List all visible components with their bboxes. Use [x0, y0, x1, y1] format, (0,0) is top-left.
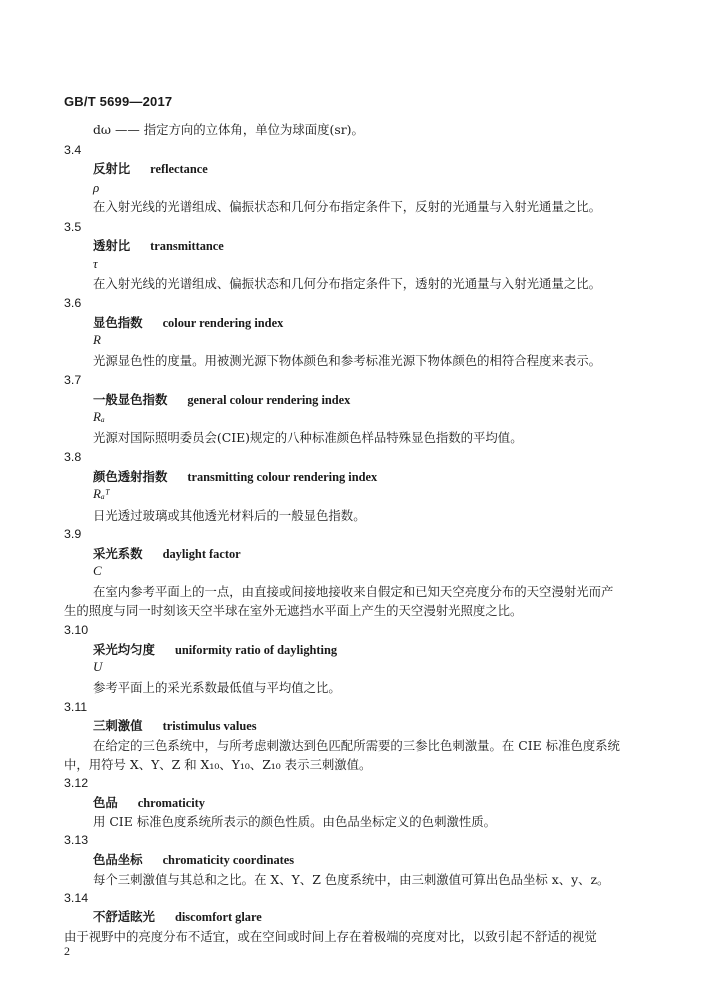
section-number: 3.14 — [64, 891, 89, 905]
term-heading — [93, 544, 241, 562]
definition-line: 每个三刺激值与其总和之比。在 X、Y、Z 色度系统中，由三刺激值可算出色品坐标 x、y、z。 — [93, 872, 610, 887]
term-en: chromaticity coordinates — [162, 853, 295, 867]
term-zh: 采光系数 — [93, 546, 143, 561]
term-en: tristimulus values — [162, 719, 257, 733]
term-heading — [93, 716, 257, 734]
page-number: 2 — [64, 944, 70, 958]
definition-line: 由于视野中的亮度分布不适宜，或在空间或时间上存在着极端的亮度对比，以致引起不舒适的视觉 — [64, 929, 597, 944]
section-number: 3.12 — [64, 776, 89, 790]
term-heading — [93, 467, 377, 485]
term-zh: 透射比 — [93, 238, 131, 253]
section-number: 3.13 — [64, 833, 89, 847]
section-number: 3.5 — [64, 220, 82, 234]
definition-line: 日光透过玻璃或其他透光材料后的一般显色指数。 — [93, 508, 366, 523]
term-zh: 不舒适眩光 — [93, 909, 155, 924]
term-heading — [93, 793, 205, 811]
term-en: general colour rendering index — [187, 393, 351, 407]
term-en: chromaticity — [137, 796, 205, 810]
term-en: discomfort glare — [174, 910, 262, 924]
term-en: reflectance — [150, 162, 208, 176]
term-heading — [93, 640, 337, 658]
term-heading — [93, 390, 350, 408]
term-symbol: Rₐᵀ — [93, 486, 110, 501]
term-symbol: U — [93, 659, 103, 674]
carry-over-line: dω —— 指定方向的立体角，单位为球面度(sr)。 — [93, 122, 364, 137]
section-number: 3.9 — [64, 527, 82, 541]
section-number: 3.7 — [64, 373, 82, 387]
term-heading — [93, 850, 294, 868]
term-symbol: ρ — [93, 180, 100, 195]
section-number: 3.4 — [64, 143, 82, 157]
term-en: uniformity ratio of daylighting — [174, 643, 338, 657]
definition-line: 生的照度与同一时刻该天空半球在室外无遮挡水平面上产生的天空漫射光照度之比。 — [64, 603, 523, 618]
term-zh: 色品坐标 — [93, 852, 143, 867]
document-header: GB/T 5699—2017 — [64, 94, 173, 109]
term-en: transmittance — [150, 239, 224, 253]
section-number: 3.6 — [64, 296, 82, 310]
term-heading — [93, 313, 283, 331]
definition-line: 在入射光线的光谱组成、偏振状态和几何分布指定条件下，透射的光通量与入射光通量之比。 — [93, 276, 602, 291]
term-symbol: τ — [93, 256, 98, 271]
term-en: transmitting colour rendering index — [187, 470, 378, 484]
term-zh: 色品 — [93, 795, 118, 810]
term-zh: 反射比 — [93, 161, 131, 176]
definition-line: 在给定的三色系统中，与所考虑刺激达到色匹配所需要的三参比色刺激量。在 CIE 标准色度系统 — [93, 738, 620, 753]
term-heading — [93, 236, 224, 254]
term-zh: 采光均匀度 — [93, 642, 155, 657]
definition-line: 在入射光线的光谱组成、偏振状态和几何分布指定条件下，反射的光通量与入射光通量之比。 — [93, 199, 602, 214]
term-heading — [93, 907, 262, 925]
term-symbol: C — [93, 563, 102, 578]
term-symbol: Rₐ — [93, 409, 105, 424]
term-en: colour rendering index — [162, 316, 284, 330]
term-symbol: R — [93, 332, 101, 347]
definition-line: 光源显色性的度量。用被测光源下物体颜色和参考标准光源下物体颜色的相符合程度来表示。 — [93, 353, 602, 368]
term-zh: 一般显色指数 — [93, 392, 168, 407]
term-zh: 显色指数 — [93, 315, 143, 330]
section-number: 3.10 — [64, 623, 89, 637]
definition-line: 用 CIE 标准色度系统所表示的颜色性质。由色品坐标定义的色刺激性质。 — [93, 814, 497, 829]
definition-line: 参考平面上的采光系数最低值与平均值之比。 — [93, 680, 341, 695]
definition-line: 中，用符号 X、Y、Z 和 X₁₀、Y₁₀、Z₁₀ 表示三刺激值。 — [64, 757, 372, 772]
term-zh: 三刺激值 — [93, 718, 143, 733]
definition-line: 在室内参考平面上的一点，由直接或间接地接收来自假定和已知天空亮度分布的天空漫射光而产 — [93, 584, 614, 599]
section-number: 3.8 — [64, 450, 82, 464]
term-heading — [93, 159, 208, 177]
term-en: daylight factor — [162, 547, 241, 561]
section-number: 3.11 — [64, 700, 88, 714]
term-zh: 颜色透射指数 — [93, 469, 168, 484]
definition-line: 光源对国际照明委员会(CIE)规定的八种标准颜色样品特殊显色指数的平均值。 — [93, 430, 523, 445]
